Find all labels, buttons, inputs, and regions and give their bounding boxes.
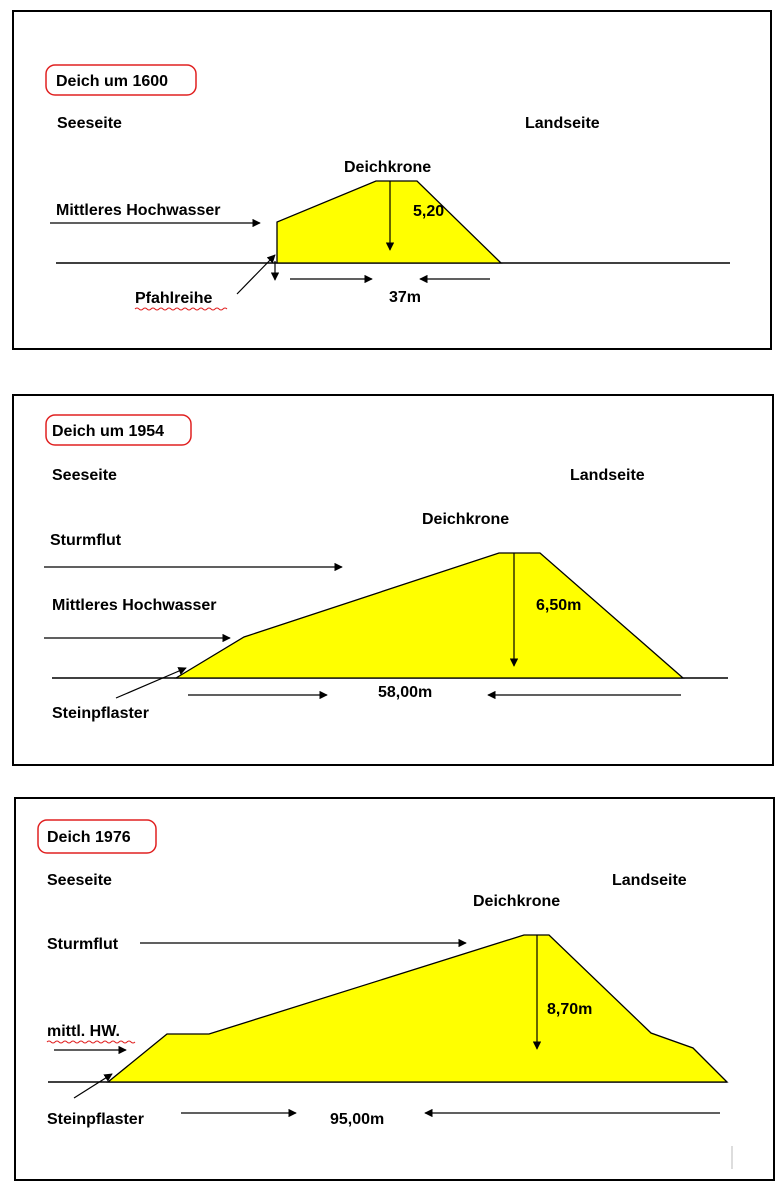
panel-dike-1976: [14, 797, 775, 1181]
crest-label: Deichkrone: [344, 159, 432, 176]
land-side-label: Landseite: [525, 115, 600, 132]
panel-title: Deich um 1954: [52, 423, 165, 440]
foot-label: Steinpflaster: [47, 1111, 144, 1128]
foot-pointer-arrow: [237, 255, 275, 294]
water-level-label: Mittleres Hochwasser: [56, 202, 221, 219]
height-label: 6,50m: [536, 597, 582, 614]
foot-label: Pfahlreihe: [135, 290, 213, 307]
panel-dike-1600: [12, 10, 772, 350]
storm-flood-label: Sturmflut: [50, 532, 122, 549]
land-side-label: Landseite: [612, 872, 687, 889]
dike-1954-diagram: [14, 396, 776, 768]
sea-side-label: Seeseite: [52, 467, 117, 484]
height-label: 8,70m: [547, 1001, 593, 1018]
panel-title: Deich 1976: [47, 829, 131, 846]
spellcheck-underline: [135, 308, 227, 310]
dike-1600-diagram: [14, 12, 774, 352]
foot-label: Steinpflaster: [52, 705, 149, 722]
storm-flood-label: Sturmflut: [47, 936, 119, 953]
panel-title: Deich um 1600: [56, 73, 169, 90]
crest-label: Deichkrone: [422, 511, 510, 528]
width-label: 58,00m: [378, 684, 433, 701]
spellcheck-underline: [47, 1041, 135, 1043]
foot-pointer-arrow: [116, 668, 186, 698]
water-level-label: mittl. HW.: [47, 1023, 120, 1040]
panel-dike-1954: [12, 394, 774, 766]
foot-pointer-arrow: [74, 1074, 112, 1098]
water-level-label: Mittleres Hochwasser: [52, 597, 217, 614]
width-label: 37m: [389, 289, 422, 306]
dike-body: [108, 935, 727, 1082]
sea-side-label: Seeseite: [57, 115, 122, 132]
height-label: 5,20: [413, 203, 445, 220]
dike-1976-diagram: [16, 799, 777, 1183]
sea-side-label: Seeseite: [47, 872, 112, 889]
land-side-label: Landseite: [570, 467, 645, 484]
dike-body: [176, 553, 683, 678]
dike-body: [277, 181, 501, 263]
crest-label: Deichkrone: [473, 893, 561, 910]
width-label: 95,00m: [330, 1111, 385, 1128]
